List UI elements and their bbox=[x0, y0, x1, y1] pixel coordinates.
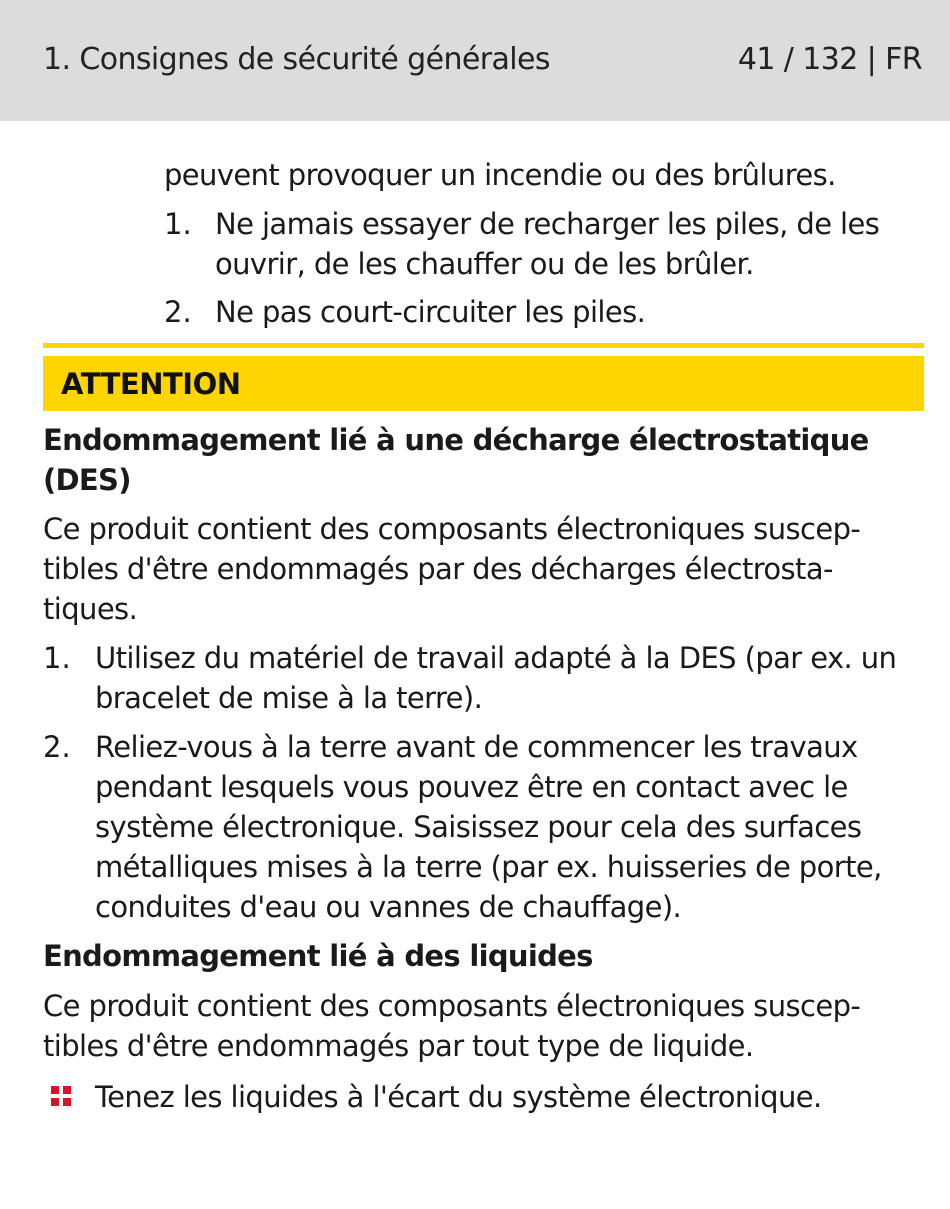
step-number: 2. bbox=[43, 730, 71, 764]
esd-body-line: Ce produit contient des composants électroniques suscep- bbox=[43, 512, 861, 546]
step-text-line: Ne pas court-circuiter les piles. bbox=[215, 295, 646, 329]
esd-heading: Endommagement lié à une décharge électrostatique bbox=[43, 423, 869, 457]
step-text-line: Utilisez du matériel de travail adapté à la DES (par ex. un bbox=[95, 641, 897, 675]
attention-rule bbox=[43, 343, 924, 348]
attention-banner bbox=[43, 356, 924, 411]
step-text-line: Reliez-vous à la terre avant de commencer les travaux bbox=[95, 730, 858, 764]
esd-body-line: tibles d'être endommagés par des décharges électrosta- bbox=[43, 552, 833, 586]
step-text-line: système électronique. Saisissez pour cela des surfaces bbox=[95, 810, 862, 844]
section-title: 1. Consignes de sécurité générales bbox=[43, 42, 550, 77]
bullet-text: Tenez les liquides à l'écart du système électronique. bbox=[95, 1080, 822, 1114]
grid-bullet-icon bbox=[51, 1086, 73, 1108]
step-text-line: bracelet de mise à la terre). bbox=[95, 681, 483, 715]
step-number: 2. bbox=[164, 295, 192, 329]
step-text-line: métalliques mises à la terre (par ex. huisseries de porte, bbox=[95, 850, 882, 884]
step-text-line: conduites d'eau ou vannes de chauffage). bbox=[95, 890, 682, 924]
liquid-body-line: tibles d'être endommagés par tout type de liquide. bbox=[43, 1029, 754, 1063]
attention-label: ATTENTION bbox=[61, 367, 241, 401]
liquid-body-line: Ce produit contient des composants électroniques suscep- bbox=[43, 989, 861, 1023]
step-text-line: ouvrir, de les chauffer ou de les brûler. bbox=[215, 247, 754, 281]
page-indicator: 41 / 132 | FR bbox=[737, 42, 922, 77]
step-text-line: Ne jamais essayer de recharger les piles, de les bbox=[215, 207, 880, 241]
esd-heading: (DES) bbox=[43, 463, 131, 497]
step-number: 1. bbox=[43, 641, 71, 675]
liquid-heading: Endommagement lié à des liquides bbox=[43, 939, 593, 973]
esd-body-line: tiques. bbox=[43, 592, 138, 626]
step-number: 1. bbox=[164, 207, 192, 241]
step-text-line: pendant lesquels vous pouvez être en contact avec le bbox=[95, 770, 848, 804]
continuation-text: peuvent provoquer un incendie ou des brûlures. bbox=[164, 158, 836, 192]
page-header bbox=[0, 0, 950, 121]
